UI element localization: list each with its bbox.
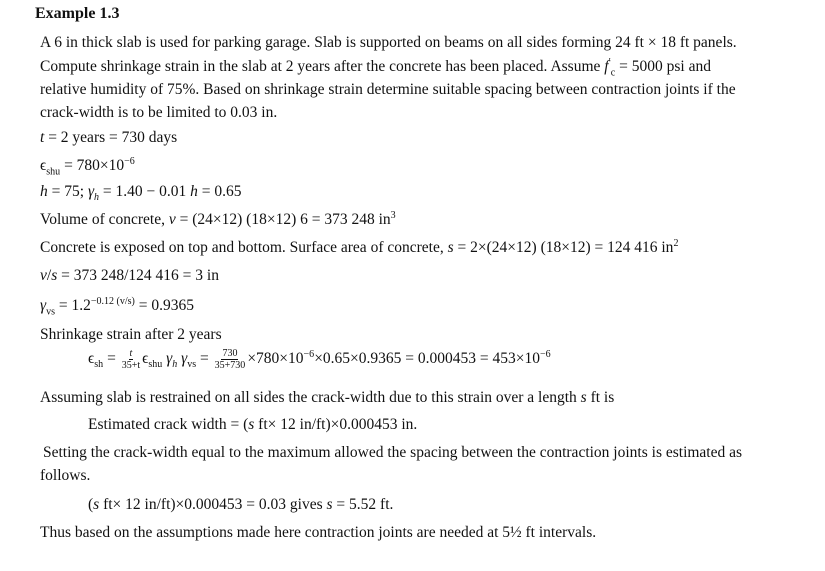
equation-time: t = 2 years = 730 days — [40, 129, 178, 146]
equation-shrinkage-strain: $\epsilon_{sh}$ = $\frac{t}{35+t}$ $\epsilon_{shu}$ $\gamma_h$ $\gamma_{vs}$ = $\frac{730}{35+730}$ $\times 780\times 10^{-6}\times 0.65\times 0.9365 = 0.000453 = 453\times 10^{-6}$ — [88, 348, 551, 371]
equation-surface: Concrete is exposed on top and bottom. Surface area of concrete, s = 2×(24×12) (18×12) = 124 416 $in^2$ — [40, 238, 679, 257]
intro-line: A 6 in thick slab is used for parking garage. Slab is supported on beams on all sides forming 24 ft × 18 ft panels. — [40, 34, 737, 51]
equation-humidity: h = 75; $\gamma_h = 1.40 - 0.01$ h = 0.65 — [40, 183, 242, 204]
shrinkage-label: Shrinkage strain after 2 years — [40, 326, 222, 343]
intro-line: Compute shrinkage strain in the slab at 2 years after the concrete has been placed. Assume $f'_c = 5000$ psi and — [40, 57, 711, 79]
equation-spacing: (s ft× 12 in/ft)×0.000453 = 0.03 gives s = 5.52 ft. — [88, 496, 394, 513]
setting-text: Setting the crack-width equal to the maximum allowed the spacing between the contraction joints is estimated as — [43, 444, 743, 461]
estimated-crack-width: Estimated crack width = (s ft× 12 in/ft)×0.000453 in. — [88, 416, 418, 433]
intro-line: crack-width is to be limited to 0.03 in. — [40, 104, 278, 121]
example-title: Example 1.3 — [35, 5, 120, 22]
assumption-text: Assuming slab is restrained on all sides the crack-width due to this strain over a length s ft is — [40, 389, 615, 406]
conclusion-text: Thus based on the assumptions made here contraction joints are needed at 5½ ft intervals. — [40, 524, 597, 541]
setting-text: follows. — [40, 467, 91, 484]
equation-vs-ratio: v/s = 373 248/124 416 = 3 in — [40, 267, 219, 284]
intro-line: relative humidity of 75%. Based on shrinkage strain determine suitable spacing between contraction joints if the — [40, 81, 736, 98]
equation-eshu: $\epsilon_{shu} = 780\times 10^{-6}$ — [40, 156, 135, 178]
equation-volume: Volume of concrete, v = (24×12) (18×12) 6 = 373 248 $in^3$ — [40, 210, 396, 229]
equation-gamma-vs: $\gamma_{vs} = 1.2^{-0.12 (v/s)} = 0.9365$ — [40, 296, 194, 318]
